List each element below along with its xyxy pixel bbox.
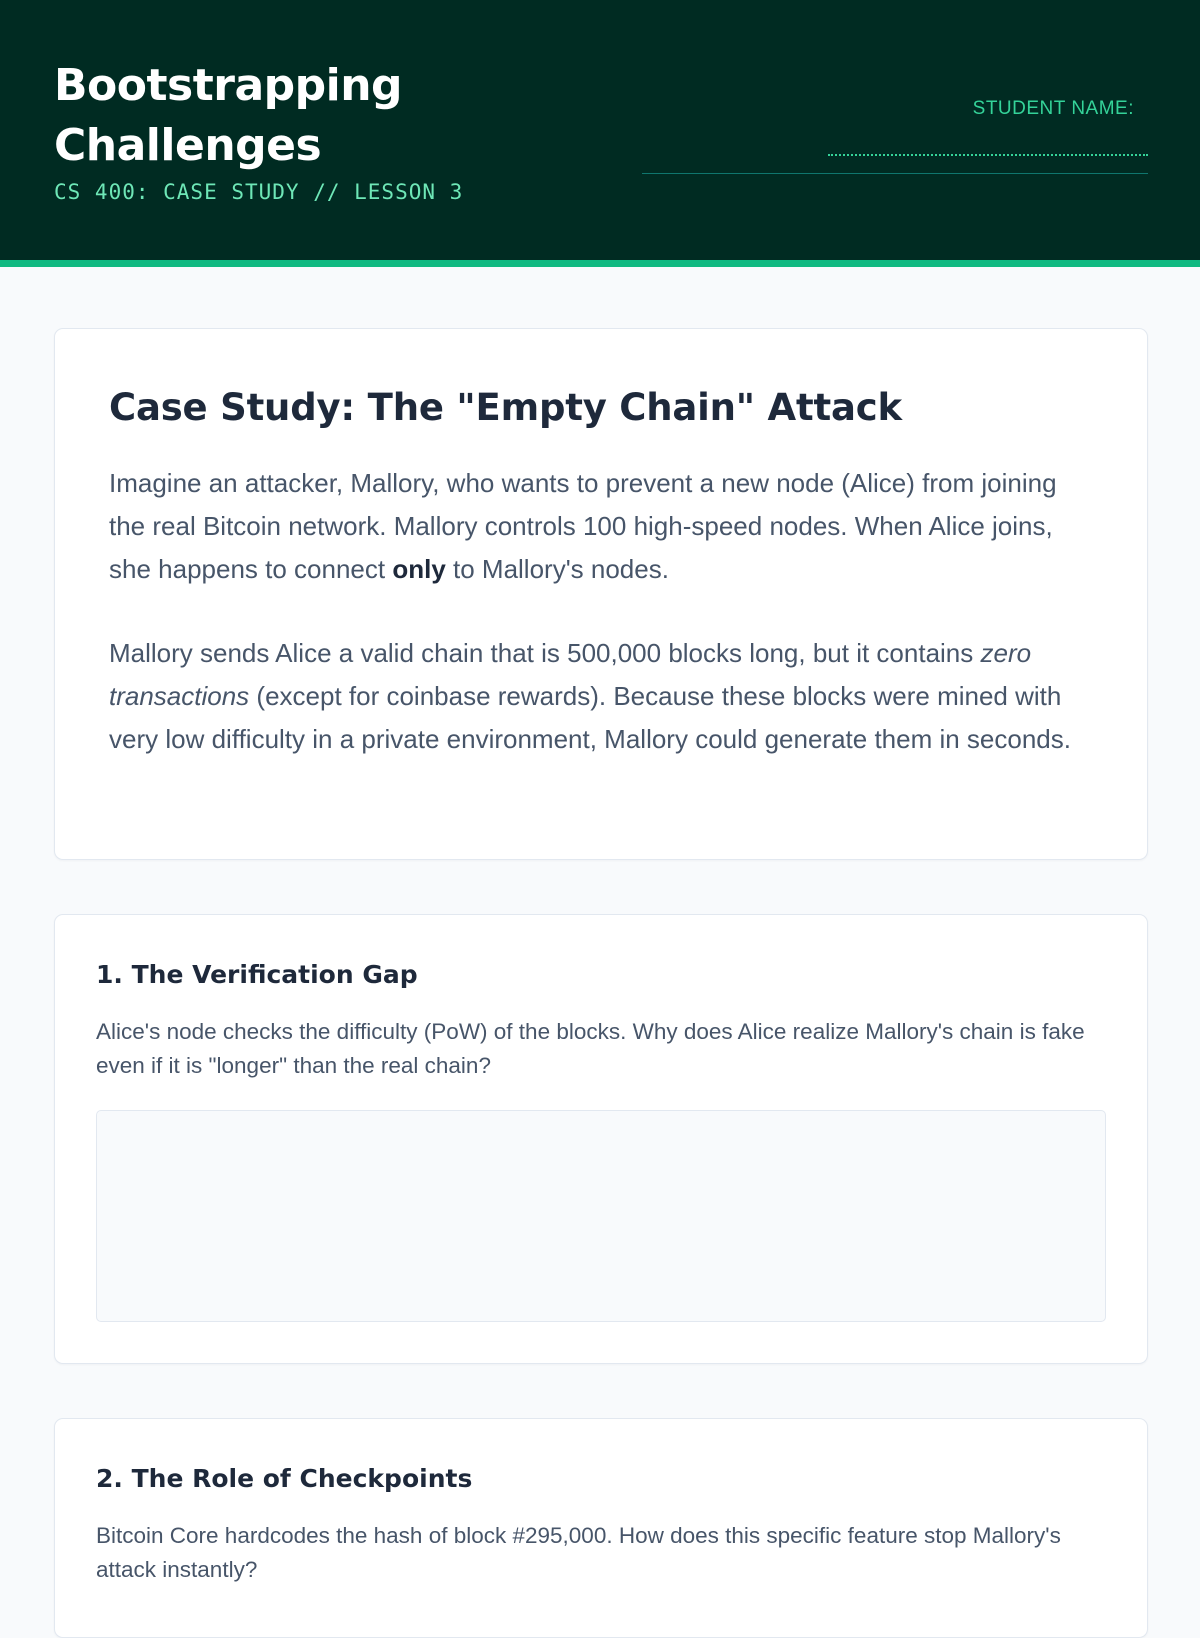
case-study-title: Case Study: The "Empty Chain" Attack xyxy=(109,386,902,429)
case-study-paragraph-2 xyxy=(109,632,1089,761)
para1-text-start: Imagine an attacker, Mallory, who wants to prevent a new node (Alice) from joining the real Bitcoin network. Mallory controls 100 high-speed nodes. When Alice joins, she happens to connect xyxy=(109,468,1057,584)
page-title-line1: Bootstrapping xyxy=(54,60,403,111)
para2-emphasis: zero transactions xyxy=(109,638,1032,711)
header-divider xyxy=(642,173,1148,174)
question-2-text: Bitcoin Core hardcodes the hash of block #295,000. How does this specific feature stop Mallory's attack instantly? xyxy=(96,1523,1061,1582)
question-2-title: 2. The Role of Checkpoints xyxy=(96,1464,473,1493)
student-name-label: STUDENT NAME: xyxy=(972,98,1134,119)
student-name-field[interactable] xyxy=(828,154,1148,156)
para2-text-end: (except for coinbase rewards). Because these blocks were mined with very low difficulty in a private environment, Mallory could generate them in seconds. xyxy=(109,681,1071,754)
para1-text-end: to Mallory's nodes. xyxy=(445,554,669,584)
course-subtitle: CS 400: CASE STUDY // LESSON 3 xyxy=(54,180,464,204)
para2-text-start: Mallory sends Alice a valid chain that is 500,000 blocks long, but it contains xyxy=(109,638,981,668)
para1-emphasis: only xyxy=(392,554,446,584)
question-1-answer-input[interactable] xyxy=(96,1110,1106,1322)
page-title-line2: Challenges xyxy=(54,120,322,171)
page-header xyxy=(0,0,1200,267)
case-study-paragraph-1 xyxy=(109,462,1089,591)
question-1-text: Alice's node checks the difficulty (PoW) of the blocks. Why does Alice realize Mallory's chain is fake even if it is "longer" than the real chain? xyxy=(96,1019,1085,1078)
question-1-title: 1. The Verification Gap xyxy=(96,960,418,989)
page-title xyxy=(54,56,402,176)
